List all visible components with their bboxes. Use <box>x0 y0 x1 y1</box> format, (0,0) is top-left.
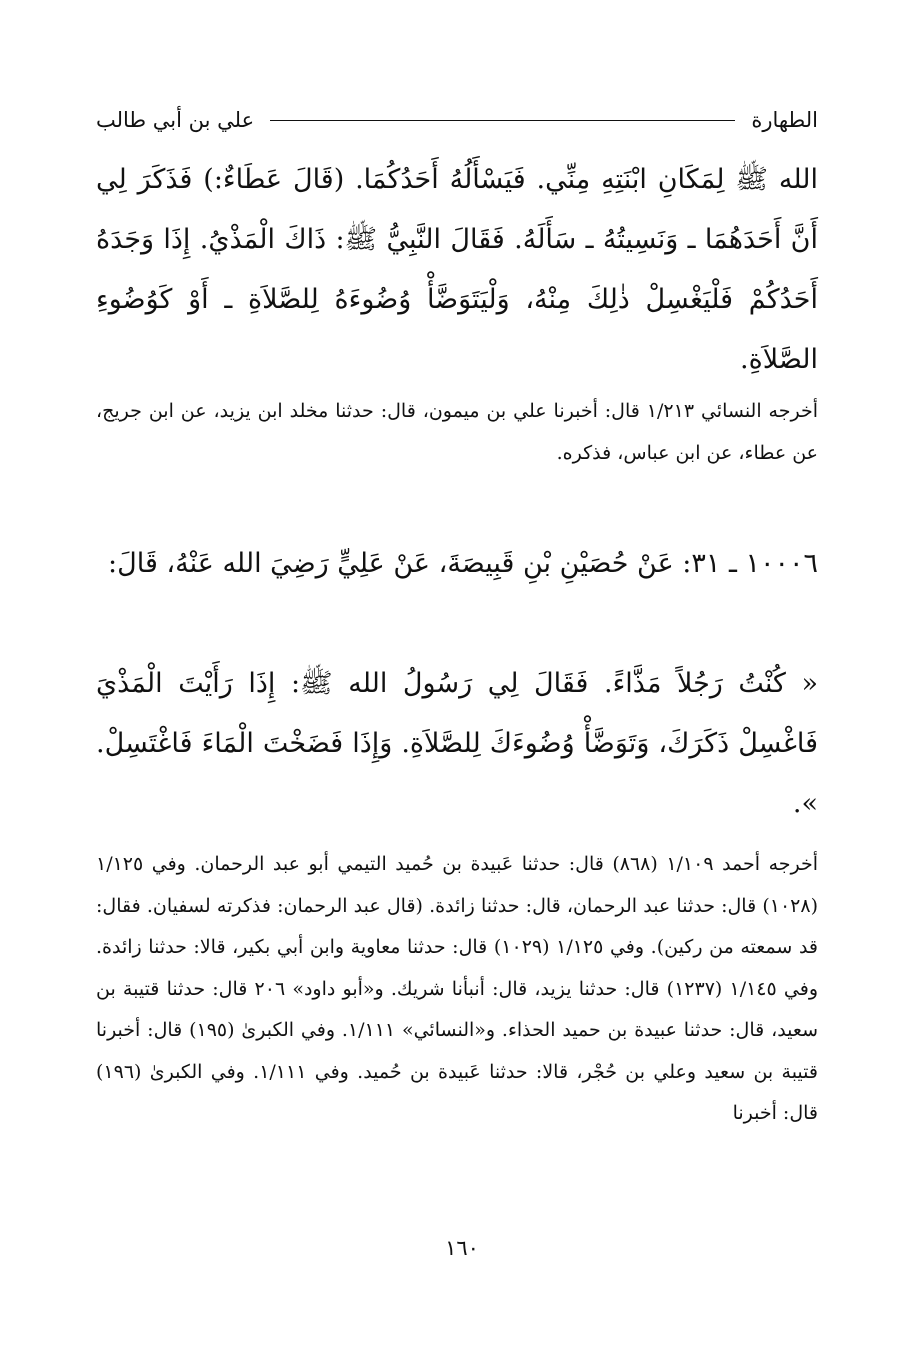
page-number: ١٦٠ <box>445 1236 479 1260</box>
header-rule <box>270 120 735 121</box>
takhrij-text-2: أخرجه أحمد ١/١٠٩ (٨٦٨) قال: حدثنا عَبيدة بن حُميد التيمي أبو عبد الرحمان. وفي ١/١٢٥ (١٠٢٨) قال: حدثنا عبد الرحمان، قال: حدثنا زائدة. (قال عبد الرحمان: فذكرته لسفيان. فقال: قد سمعته من ركين). وفي ١/١٢٥ (١٠٢٩) قال: حدثنا معاوية وابن أبي بكير، قالا: حدثنا زائدة. وفي ١/١٤٥ (١٢٣٧) قال: حدثنا يزيد، قال: أنبأنا شريك. و«أبو داود» ٢٠٦ قال: حدثنا قتيبة بن سعيد، قال: حدثنا عبيدة بن حميد الحذاء. و«النسائي» ١/١١١. وفي الكبرىٰ (١٩٥) قال: أخبرنا قتيبة بن سعيد وعلي بن حُجْر، قالا: حدثنا عَبيدة بن حُميد. وفي ١/١١١. وفي الكبرىٰ (١٩٦) قال: أخبرنا <box>96 853 819 1124</box>
takhrij-note <box>96 391 818 474</box>
running-header <box>96 100 818 140</box>
chapter-title: الطهارة <box>751 108 818 132</box>
takhrij-text: أخرجه النسائي ١/٢١٣ قال: أخبرنا علي بن ميمون، قال: حدثنا مخلد ابن يزيد، عن ابن جريج، عن عطاء، عن ابن عباس، فذكره. <box>96 400 819 464</box>
hadith-intro-text: ١٠٠٠٦ ـ ٣١: عَنْ حُصَيْنِ بْنِ قَبِيصَةَ، عَنْ عَلِيٍّ رَضِيَ الله عَنْهُ، قَالَ: <box>108 548 818 579</box>
hadith-matn <box>96 654 818 834</box>
hadith-continuation <box>96 150 818 390</box>
hadith-matn-text: « كُنْتُ رَجُلاً مَذَّاءً. فَقَالَ لِي رَسُولُ الله ﷺ: إِذَا رَأَيْتَ الْمَذْيَ فَاغْسِلْ ذَكَرَكَ، وَتَوَضَّأْ وُضُوءَكَ لِلصَّلاَةِ. وَإِذَا فَضَخْتَ الْمَاءَ فَاغْتَسِلْ. ». <box>96 668 818 819</box>
section-title: علي بن أبي طالب <box>96 108 255 132</box>
takhrij-note-2 <box>96 844 818 1135</box>
hadith-intro <box>96 534 818 594</box>
hadith-text: الله ﷺ لِمَكَانِ ابْنَتِهِ مِنِّي. فَيَسْأَلُهُ أَحَدُكُمَا. (قَالَ عَطَاءٌ:) فَذَكَرَ لِي أَنَّ أَحَدَهُمَا ـ وَنَسِيتُهُ ـ سَأَلَهُ. فَقَالَ النَّبِيُّ ﷺ: ذَاكَ الْمَذْيُ. إِذَا وَجَدَهُ أَحَدُكُمْ فَلْيَغْسِلْ ذٰلِكَ مِنْهُ، وَلْيَتَوَضَّأْ وُضُوءَهُ لِلصَّلاَةِ ـ أَوْ كَوُضُوءِ الصَّلاَةِ. <box>96 164 818 375</box>
